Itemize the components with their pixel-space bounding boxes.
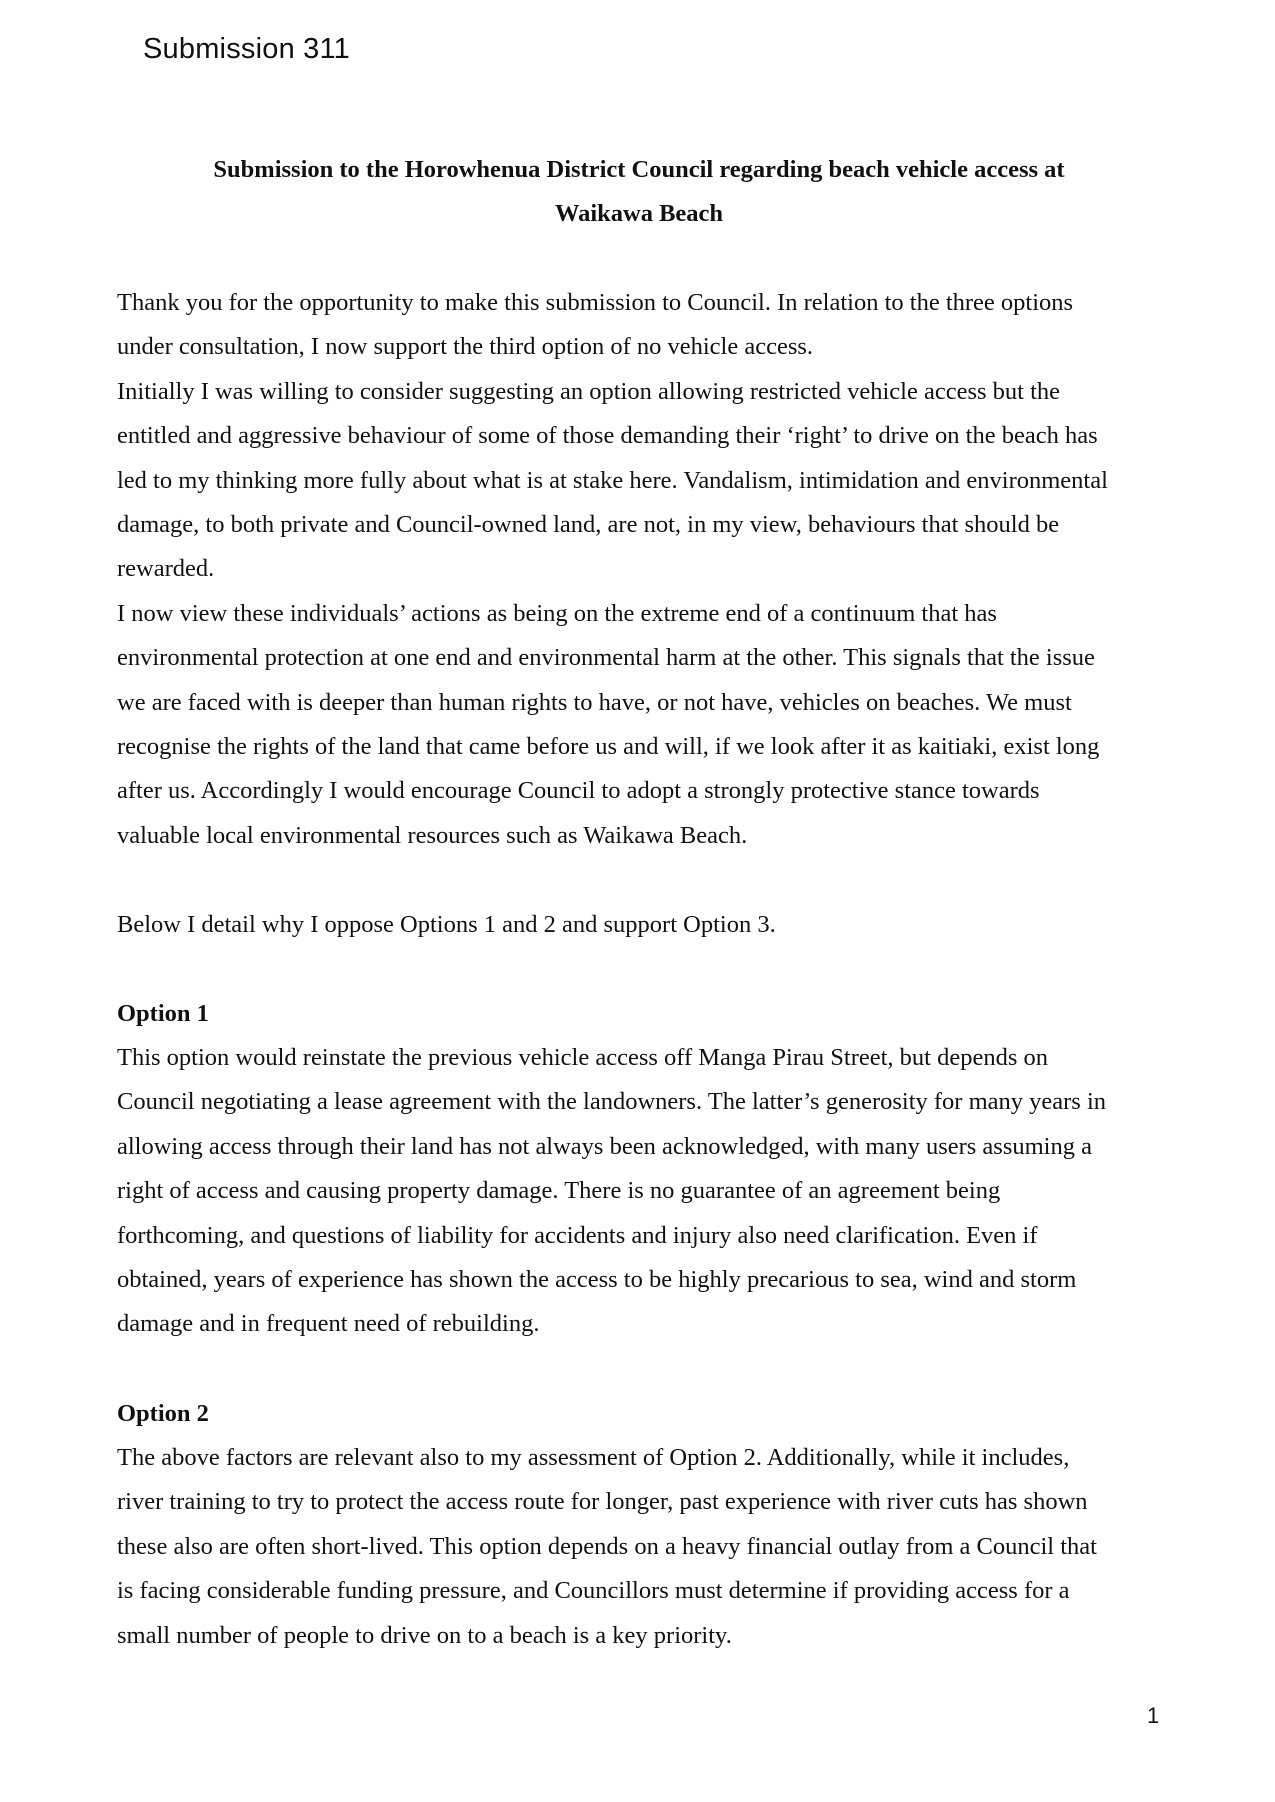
text-line: entitled and aggressive behaviour of some of those demanding their ‘right’ to drive on the beach has <box>117 422 1098 450</box>
text-line: river training to try to protect the access route for longer, past experience with river cuts has shown <box>117 1488 1088 1516</box>
text-line: small number of people to drive on to a beach is a key priority. <box>117 1621 732 1649</box>
option-2-heading: Option 2 <box>117 1400 209 1427</box>
summary-paragraph <box>117 903 1177 947</box>
text-line: is facing considerable funding pressure, and Councillors must determine if providing access for a <box>117 1577 1070 1605</box>
text-line: recognise the rights of the land that came before us and will, if we look after it as kaitiaki, exist long <box>117 733 1100 761</box>
text-line: right of access and causing property damage. There is no guarantee of an agreement being <box>117 1177 1001 1205</box>
text-line: Below I detail why I oppose Options 1 and 2 and support Option 3. <box>117 911 776 938</box>
text-line: This option would reinstate the previous vehicle access off Manga Pirau Street, but depends on <box>117 1044 1048 1071</box>
text-line: forthcoming, and questions of liability for accidents and injury also need clarification. Even if <box>117 1221 1038 1249</box>
title-line: Submission to the Horowhenua District Council regarding beach vehicle access at <box>213 156 1065 183</box>
option-1-heading: Option 1 <box>117 1000 209 1027</box>
text-line: environmental protection at one end and environmental harm at the other. This signals that the issue <box>117 644 1095 672</box>
option-1-paragraph <box>117 1036 1177 1347</box>
text-line: valuable local environmental resources such as Waikawa Beach. <box>117 821 748 849</box>
document-title <box>117 148 1161 236</box>
text-line: Council negotiating a lease agreement with the landowners. The latter’s generosity for many years in <box>117 1088 1106 1116</box>
text-line: after us. Accordingly I would encourage Council to adopt a strongly protective stance towards <box>117 777 1040 805</box>
text-line: these also are often short-lived. This option depends on a heavy financial outlay from a Council that <box>117 1532 1097 1560</box>
text-line: we are faced with is deeper than human rights to have, or not have, vehicles on beaches. We must <box>117 688 1072 716</box>
text-line: Thank you for the opportunity to make this submission to Council. In relation to the three options <box>117 289 1074 316</box>
submission-label: Submission 311 <box>143 33 350 65</box>
text-line: The above factors are relevant also to my assessment of Option 2. Additionally, while it includes, <box>117 1444 1070 1471</box>
text-line: I now view these individuals’ actions as being on the extreme end of a continuum that has <box>117 599 997 627</box>
text-line: led to my thinking more fully about what is at stake here. Vandalism, intimidation and environmental <box>117 466 1108 494</box>
text-line: damage and in frequent need of rebuilding. <box>117 1310 540 1338</box>
option-2-paragraph <box>117 1436 1177 1658</box>
text-line: Initially I was willing to consider suggesting an option allowing restricted vehicle access but the <box>117 377 1061 405</box>
text-line: obtained, years of experience has shown the access to be highly precarious to sea, wind and storm <box>117 1266 1077 1294</box>
intro-paragraphs <box>117 281 1177 858</box>
text-line: rewarded. <box>117 555 215 583</box>
page-number: 1 <box>1147 1703 1160 1728</box>
text-line: under consultation, I now support the third option of no vehicle access. <box>117 333 814 361</box>
text-line: damage, to both private and Council-owned land, are not, in my view, behaviours that should be <box>117 511 1060 539</box>
title-line: Waikawa Beach <box>554 200 724 227</box>
text-line: allowing access through their land has not always been acknowledged, with many users assuming a <box>117 1132 1092 1160</box>
